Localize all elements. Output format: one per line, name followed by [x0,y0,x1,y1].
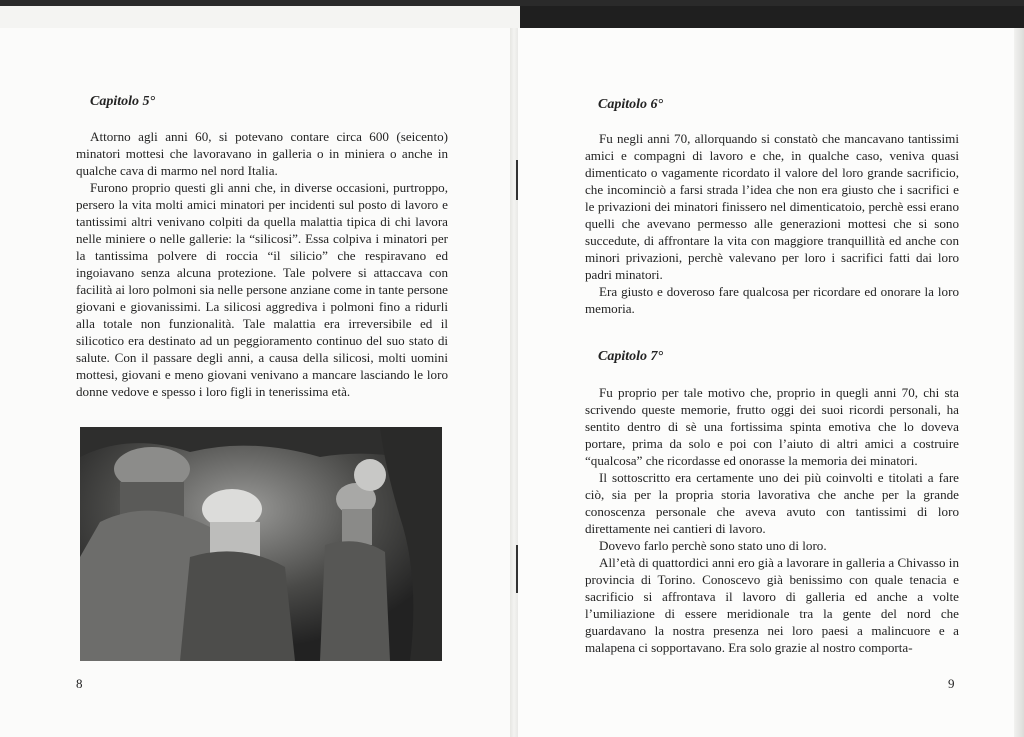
chapter-7-heading: Capitolo 7° [598,349,664,364]
scan-top-edge-right [520,6,1024,28]
chapter-5-heading: Capitolo 5° [90,94,156,109]
miners-photo [80,427,442,661]
chapter-6-paragraph-2: Era giusto e doveroso fare qualcosa per ricordare ed onorare la loro memoria. [585,284,959,316]
binding-staple-top [516,160,518,200]
chapter-5-text [76,128,448,400]
chapter-5-paragraph-1: Attorno agli anni 60, si potevano contare circa 600 (seicento) minatori mottesi che lavoravano in galleria o in miniera o anche in qualche cava di marmo nel nord Italia. [76,129,448,178]
page-number-left: 8 [76,676,83,691]
binding-staple-bottom [516,545,518,593]
chapter-7-paragraph-1: Fu proprio per tale motivo che, proprio in quegli anni 70, chi sta scrivendo queste memorie, frutto oggi dei suoi ricordi personali, ha sentito dentro di sè una fortissima spinta emotiva che lo doveva portare, prima da solo e poi con l’aiuto di altri amici a costruire “qualcosa” che ricordasse ed onorasse la memoria dei minatori. [585,385,959,468]
book-gutter [510,28,518,737]
chapter-7-paragraph-4: All’età di quattordici anni ero già a lavorare in galleria a Chivasso in provincia di Torino. Conoscevo già benissimo con quale tenacia e sacrificio si affrontava il lavoro di galleria ed anche a volte l’umiliazione di essere meridionale tra la gente del nord che guardavano la nostra presenza nei loro paesi a malincuore e a malapena ci sopportavano. Era solo grazie al nostro comporta- [585,555,959,655]
chapter-5-paragraph-2: Furono proprio questi gli anni che, in diverse occasioni, purtroppo, persero la vita molti amici minatori per incidenti sul posto di lavoro e tantissimi altri venivano colpiti da quella malattia tipica di chi lavora nelle miniere o nelle gallerie: la “silicosi”. Essa colpiva i minatori per la tantissima polvere di roccia “il silicio” che respiravano ed ingoiavano senza alcuna protezione. Tale polvere si attaccava con facilità ai loro polmoni sia nelle persone anziane come in tante persone giovani e giovanissimi. La silicosi aggrediva i polmoni fino a ridurli alla totale non funzionalità. Tale malattia era irreversibile ed il silicotico era destinato ad un peggioramento continuo del suo stato di salute. Con il passare degli anni, a causa della silicosi, molti uomini mottesi, giovani e meno giovani venivano a mancare lasciando le loro donne vedove e spesso i loro figli in tenerissima età. [76,180,448,399]
page-right-edge [1014,28,1024,737]
chapter-7-paragraph-2: Il sottoscritto era certamente uno dei più coinvolti e titolati a fare ciò, sia per la propria storia lavorativa che anche per la grande conoscenza personale che aveva avuto con tantissimi di loro direttamente nei cantieri di lavoro. [585,470,959,536]
chapter-7-paragraph-3: Dovevo farlo perchè sono stato uno di loro. [599,538,827,553]
chapter-6-text [585,130,959,317]
chapter-7-text [585,384,959,656]
page-number-right: 9 [948,676,955,691]
chapter-6-heading: Capitolo 6° [598,97,664,112]
chapter-6-paragraph-1: Fu negli anni 70, allorquando si constatò che mancavano tantissimi amici e compagni di lavoro e che, in qualche caso, veniva quasi dimenticato o vagamente ricordato il valore del loro grande sacrificio, che incominciò a farsi strada l’idea che non era giusto che i sacrifici e le privazioni dei minatori finissero nel dimenticatoio, perchè essi erano quelli che avevano permesso alle generazioni mottesi che si sono succedute, di affrontare la vita con maggiore tranquillità ed anche con minori privazioni, perchè valevano per loro i sacrifici fatti dai loro padri minatori. [585,131,959,282]
